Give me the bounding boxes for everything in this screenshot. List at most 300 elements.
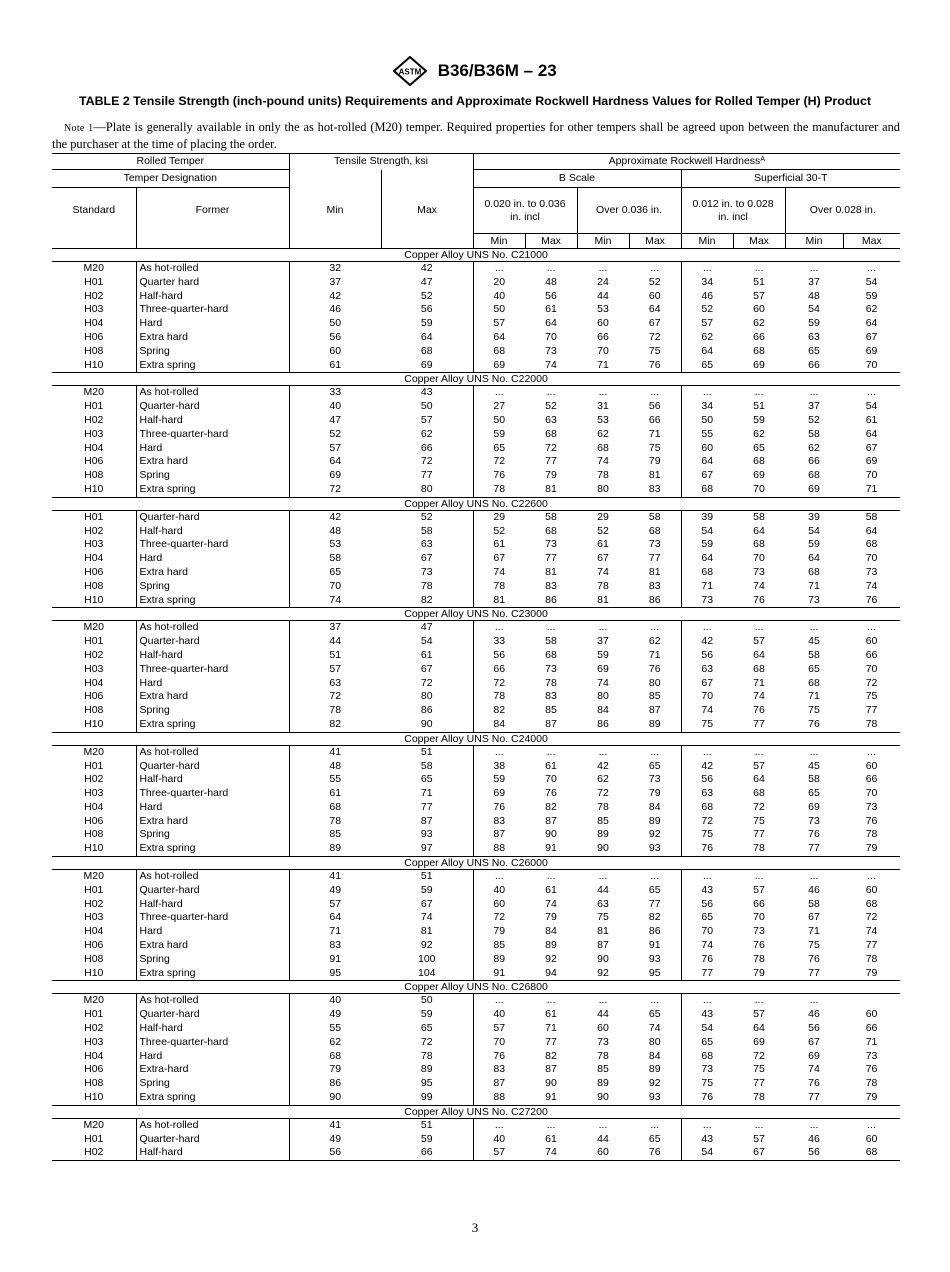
table-body [52,249,900,1161]
table-cell: 54 [681,1146,733,1160]
table-cell: 68 [545,648,557,661]
table-row [52,649,900,663]
table-cell: 77 [808,1091,820,1104]
table-row [52,1008,900,1022]
table-cell: 76 [753,939,765,952]
table-cell: 63 [545,413,557,426]
table-cell: 73 [865,800,878,813]
table-cell: 54 [420,635,433,648]
table-cell: Three-quarter-hard [136,428,289,442]
table-cell: H08 [84,704,104,717]
table-cell: 73 [681,594,733,608]
table-cell: 91 [289,953,381,967]
table-cell: H06 [84,565,104,578]
table-cell: 65 [808,662,820,675]
table-cell: 72 [420,455,433,468]
table-row [52,566,900,580]
table-cell: ... [577,1118,629,1132]
table-cell: 70 [865,787,878,800]
table-cell: Quarter-hard [136,1008,289,1022]
table-cell: Extra spring [136,594,289,608]
table-cell: 66 [381,1146,473,1160]
table-cell: 74 [865,925,878,938]
table-cell: ... [681,870,733,884]
table-cell: 87 [420,814,433,827]
table-cell: 72 [473,911,525,925]
table-cell: 76 [681,953,733,967]
table-cell: 53 [597,413,609,426]
table-cell: 89 [289,842,381,856]
table-cell: ... [785,994,843,1008]
table-cell: 77 [545,1035,557,1048]
table-cell: 84 [648,800,661,813]
table-cell: 65 [473,442,525,456]
table-row [52,386,900,400]
table-cell: 57 [753,1132,765,1145]
table-cell: 74 [648,1022,661,1035]
table-cell: 65 [289,566,381,580]
table-cell: 74 [473,566,525,580]
table-cell: 78 [473,483,525,497]
table-cell: 89 [597,828,609,841]
table-row [52,939,900,953]
table-cell: 76 [648,358,661,371]
b-thin-max-header: Max [525,234,577,249]
table-header [52,154,900,249]
table-cell: 89 [545,939,557,952]
table-cell: 71 [289,925,381,939]
table-cell: 73 [545,344,557,357]
table-cell: Half-hard [136,290,289,304]
table-cell: ... [577,994,629,1008]
table-cell: ... [681,386,733,400]
table-cell: 91 [648,939,661,952]
table-cell: 82 [545,800,557,813]
table-cell: 92 [648,828,661,841]
table-cell: 46 [808,1008,820,1021]
table-cell: 76 [808,828,820,841]
table-cell: 47 [420,275,433,288]
table-cell: 62 [865,303,878,316]
table-cell: ... [785,262,843,276]
table-cell: 59 [865,289,878,302]
table-cell: 55 [289,1022,381,1036]
table-cell: Three-quarter-hard [136,787,289,801]
table-cell: 44 [597,883,609,896]
table-row [52,345,900,359]
table-cell: 37 [597,635,609,648]
table-cell: 73 [865,1049,878,1062]
table-cell: 40 [473,884,525,898]
table-cell: Three-quarter-hard [136,538,289,552]
table-cell: 70 [753,911,765,924]
table-cell: 66 [808,455,820,468]
table-row [52,842,900,856]
table-cell: 46 [808,1132,820,1145]
table-cell: As hot-rolled [136,262,289,276]
table-cell: 46 [681,290,733,304]
table-cell: 90 [545,828,557,841]
table-cell: 46 [808,883,820,896]
table-cell: 99 [420,1091,433,1104]
table-cell: Spring [136,828,289,842]
table-row [52,1118,900,1132]
table-row [52,663,900,677]
table-cell: 89 [648,717,661,730]
table-cell: M20 [52,1118,136,1132]
table-cell: 52 [597,524,609,537]
table-cell: H08 [84,1077,104,1090]
table-cell: 84 [597,704,609,717]
table-cell: 70 [681,925,733,939]
table-cell: 68 [808,676,820,689]
table-cell: 34 [681,400,733,414]
table-cell: M20 [52,386,136,400]
table-cell: 64 [681,552,733,566]
table-cell: ... [629,621,681,635]
table-cell: 51 [753,275,765,288]
table-cell: ... [733,262,785,276]
table-row [52,718,900,732]
table-cell: 54 [681,1022,733,1036]
table-cell: 65 [648,883,661,896]
table-cell: 78 [753,842,765,855]
table-cell: 80 [597,690,609,703]
table-cell: 41 [289,1118,381,1132]
table-cell: M20 [52,994,136,1008]
table-cell: Quarter-hard [136,510,289,524]
superficial-header: Superficial 30-T [681,170,900,188]
table-cell: 45 [808,759,820,772]
table-cell: 77 [753,1077,765,1090]
table-cell: 50 [473,303,525,317]
table-cell: 61 [545,1132,557,1145]
table-cell: 48 [289,760,381,774]
table-cell: 60 [753,303,765,316]
table-cell: H01 [52,510,136,524]
b-thick-max-header: Max [629,234,681,249]
table-cell: 42 [681,760,733,774]
table-cell: 43 [681,1133,733,1147]
standard-header: Standard [52,188,136,234]
table-cell: M20 [52,621,136,635]
table-cell: 83 [289,939,381,953]
table-cell: 71 [545,1022,557,1035]
table-cell: As hot-rolled [136,1118,289,1132]
table-cell: 72 [865,911,878,924]
table-cell: 91 [545,842,557,855]
table-cell: 60 [473,898,525,912]
table-cell: 73 [808,814,820,827]
table-cell: 71 [597,358,609,371]
table-cell: 76 [473,1050,525,1064]
table-cell: 58 [525,510,577,524]
table-cell: 78 [597,469,609,482]
table-cell: 89 [648,814,661,827]
s-thin-max-header: Max [733,234,785,249]
table-cell: 67 [865,330,878,343]
s-thin-min-header: Min [681,234,733,249]
table-row [52,760,900,774]
table-cell: 59 [597,648,609,661]
table-cell: 54 [808,524,820,537]
table-cell: 70 [865,358,878,371]
table-row [52,538,900,552]
table-cell: 61 [865,413,878,426]
table-cell: 48 [289,525,381,539]
table-row [52,801,900,815]
section-header-row [52,981,900,994]
table-cell: 54 [808,303,820,316]
table-cell: Hard [136,1050,289,1064]
table-cell: 54 [865,400,878,413]
table-cell: 57 [420,413,433,426]
table-cell: 51 [381,870,473,884]
table-cell: 80 [597,482,609,495]
table-cell: 51 [289,649,381,663]
table-cell: 67 [865,441,878,454]
table-cell: 87 [545,1063,557,1076]
b-thin-header: 0.020 in. to 0.036 in. incl [473,188,577,234]
table-cell: 60 [865,883,878,896]
table-cell: 100 [418,952,436,965]
table-cell: Extra hard [136,566,289,580]
table-cell: 74 [545,358,557,371]
table-cell: 59 [420,1132,433,1145]
table-cell: 90 [289,1091,381,1105]
table-cell: 52 [808,413,820,426]
table-cell: 72 [473,677,525,691]
table-cell: 58 [808,897,820,910]
table-cell: H08 [84,828,104,841]
table-cell: Half-hard [136,773,289,787]
table-cell: 75 [865,690,878,703]
table-cell: 71 [865,1035,878,1048]
rockwell-header [473,154,900,170]
table-cell: 73 [545,662,557,675]
table-cell: 70 [865,469,878,482]
table-cell: 88 [473,1091,525,1105]
table-cell: Three-quarter-hard [136,303,289,317]
table-cell: 66 [473,663,525,677]
table-cell: 56 [681,773,733,787]
table-cell: M20 [52,745,136,759]
table-row [52,1146,900,1160]
table-cell: 20 [473,276,525,290]
table-cell: 37 [808,275,820,288]
table-cell: ... [525,621,577,635]
table-cell: 58 [808,648,820,661]
table-cell: H04 [84,441,104,454]
table-cell: 52 [289,428,381,442]
table-cell: 84 [545,925,557,938]
table-cell: 24 [597,275,609,288]
table-cell: 57 [753,289,765,302]
table-cell: 58 [289,552,381,566]
b-thick-header: Over 0.036 in. [577,188,681,234]
table-row [52,262,900,276]
table-cell: 85 [473,939,525,953]
table-cell: 57 [289,663,381,677]
table-row [52,510,900,524]
table-cell: H01 [84,275,104,288]
table-cell: H08 [84,344,104,357]
table-cell: 62 [648,635,661,648]
table-cell: 44 [597,1008,609,1021]
table-cell: 45 [808,635,820,648]
table-cell: 53 [597,303,609,316]
table-cell: 69 [808,1049,820,1062]
table-row [52,552,900,566]
table-cell: H06 [84,330,104,343]
table-cell: 56 [289,1146,381,1160]
table-cell: 92 [420,939,433,952]
table-cell: H04 [84,1049,104,1062]
table-cell: Spring [136,469,289,483]
table-cell: 66 [865,1022,878,1035]
table-cell: H10 [84,717,104,730]
table-cell: H04 [84,552,104,565]
table-cell: Extra-hard [136,1063,289,1077]
table-cell: 77 [753,828,765,841]
table-cell: 62 [808,441,820,454]
table-cell: 75 [648,441,661,454]
table-cell: 76 [808,1077,820,1090]
table-cell: Extra hard [136,331,289,345]
table-cell: 78 [865,717,878,730]
table-cell: ... [681,262,733,276]
table-cell: Spring [136,1077,289,1091]
table-cell: ... [629,262,681,276]
table-cell: Three-quarter-hard [136,1036,289,1050]
table-row [52,359,900,373]
table-row [52,594,900,608]
table-cell: ... [473,994,525,1008]
table-cell: H10 [84,593,104,606]
table-row [52,967,900,981]
table-cell: 78 [289,815,381,829]
table-cell: Quarter-hard [136,635,289,649]
alloy-section-title: Copper Alloy UNS No. C27200 [52,1105,900,1118]
table-cell: H06 [84,455,104,468]
table-cell: 57 [753,759,765,772]
table-cell: 65 [753,441,765,454]
table-cell: 85 [597,1063,609,1076]
table-cell: 75 [681,1077,733,1091]
table-cell: 95 [648,966,661,979]
table-cell: 69 [473,359,525,373]
astm-logo-icon [393,56,427,86]
table-cell: ... [785,386,843,400]
table-cell: 67 [420,897,433,910]
table-cell: 66 [808,358,820,371]
table-cell: 79 [865,966,878,979]
table-cell: Extra spring [136,718,289,732]
table-cell: 78 [865,952,878,965]
table-cell: 68 [753,538,765,551]
table-cell: 40 [473,290,525,304]
table-cell: 86 [289,1077,381,1091]
table-cell: Extra hard [136,690,289,704]
table-cell: 78 [473,580,525,594]
table-cell: Half-hard [136,649,289,663]
table-cell: ... [681,994,733,1008]
table-cell: 73 [420,565,433,578]
table-cell: 52 [381,510,473,524]
table-cell: 59 [681,538,733,552]
table-cell: 72 [648,330,661,343]
table-cell: ... [629,386,681,400]
table-cell: H06 [84,939,104,952]
table-cell: 46 [289,303,381,317]
table-cell: H03 [84,911,104,924]
table-cell: 75 [681,828,733,842]
table-cell: Spring [136,704,289,718]
table-cell: 68 [681,566,733,580]
table-cell: 61 [545,759,557,772]
table-cell: 66 [753,330,765,343]
table-cell: 73 [753,925,765,938]
table-cell: 89 [420,1063,433,1076]
table-cell: 68 [681,483,733,497]
table-cell: 83 [545,690,557,703]
table-cell: ... [843,386,900,400]
table-cell: 58 [629,510,681,524]
table-cell: 79 [753,966,765,979]
table-cell: 76 [753,593,765,606]
alloy-section-title: Copper Alloy UNS No. C21000 [52,249,900,262]
table-cell: 64 [648,303,661,316]
table-cell: 61 [545,303,557,316]
table-cell: 27 [473,400,525,414]
table-cell: Three-quarter-hard [136,663,289,677]
table-cell: 59 [420,317,433,330]
table-cell: 76 [629,1146,681,1160]
table-cell: Quarter hard [136,276,289,290]
table-cell: ... [681,745,733,759]
table-cell: 91 [545,1091,557,1104]
table-cell: 77 [648,552,661,565]
table-cell: 34 [681,276,733,290]
table-cell: 70 [681,690,733,704]
table-cell: 51 [381,745,473,759]
table-cell: 71 [648,427,661,440]
table-cell: ... [843,1118,900,1132]
table-cell: 70 [865,552,878,565]
table-cell: 73 [865,565,878,578]
table-row [52,704,900,718]
s-thick-max-header: Max [843,234,900,249]
table-cell: 62 [597,773,609,786]
table-row [52,911,900,925]
table-cell: ... [473,621,525,635]
table-cell: 76 [865,593,878,606]
table-row [52,414,900,428]
table-cell: Spring [136,345,289,359]
table-cell: 64 [289,455,381,469]
table-cell: 55 [289,773,381,787]
table-cell: 67 [733,1146,785,1160]
table-cell: 31 [597,400,609,413]
table-cell: 56 [785,1146,843,1160]
table-cell: 68 [289,801,381,815]
table-cell: ... [785,745,843,759]
page-number: 3 [471,1220,479,1235]
table-cell: 57 [289,898,381,912]
table-row [52,635,900,649]
table-cell: 92 [648,1077,661,1090]
table-cell: 88 [473,842,525,856]
